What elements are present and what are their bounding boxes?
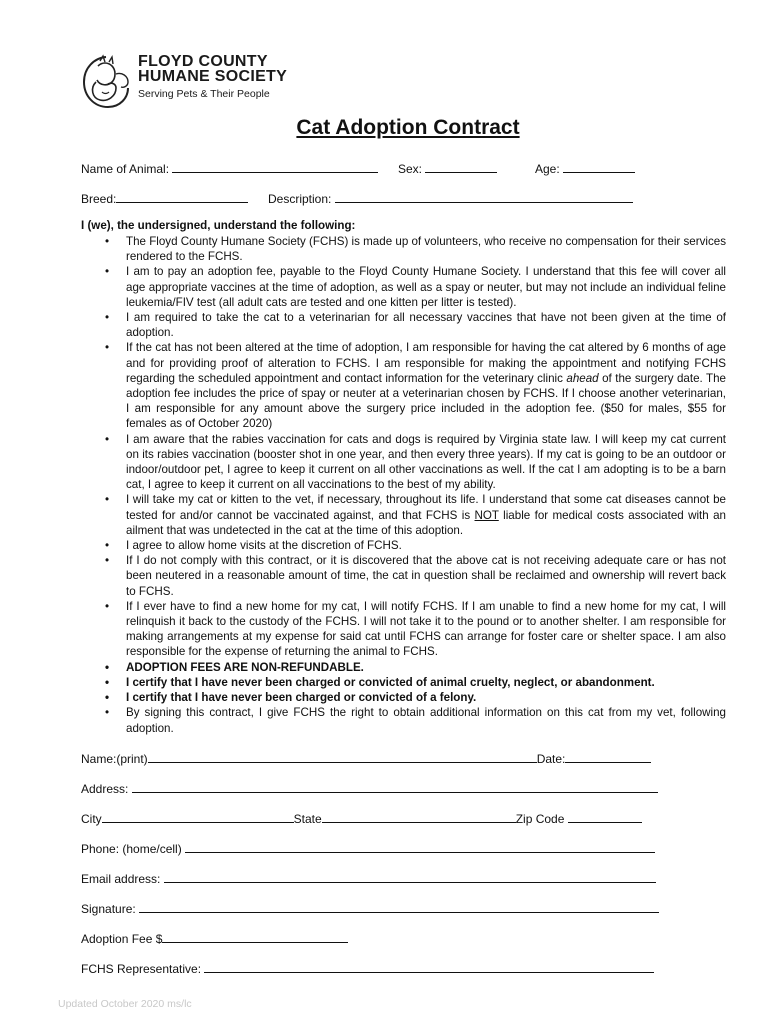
list-item [81, 340, 726, 431]
term-text: If I do not comply with this contract, or it is discovered that the above cat is not receiving adequate care or has not been neutered in a reasonable amount of time, the cat in question shall be reclaimed and ownership will revert back to FCHS. [126, 554, 726, 598]
list-item [81, 690, 726, 705]
email-field[interactable] [164, 870, 656, 883]
term-text: I agree to allow home visits at the discretion of FCHS. [126, 539, 402, 553]
description-row [268, 190, 633, 206]
list-item [81, 310, 726, 340]
cat-dog-logo-icon [76, 52, 136, 112]
animal-name-field[interactable] [172, 160, 378, 173]
org-name-line2: HUMANE SOCIETY [138, 68, 288, 85]
address-field[interactable] [132, 780, 658, 793]
adoption-fee-field[interactable] [162, 930, 348, 943]
org-logo [76, 52, 306, 112]
signature-row [81, 900, 659, 916]
age-row [535, 160, 635, 176]
phone-field[interactable] [185, 840, 655, 853]
city-label: City [81, 812, 102, 826]
term-text: By signing this contract, I give FCHS the right to obtain additional information on this cat from my vet, following adoption. [126, 706, 726, 735]
address-label: Address: [81, 782, 129, 796]
term-text: ADOPTION FEES ARE NON-REFUNDABLE. [126, 660, 364, 674]
state-field[interactable] [322, 810, 516, 823]
term-text: I certify that I have never been charged or convicted of animal cruelty, neglect, or abandonment. [126, 675, 655, 689]
animal-name-row [81, 160, 378, 176]
terms-list [81, 234, 726, 736]
age-field[interactable] [563, 160, 635, 173]
phone-row [81, 840, 655, 856]
representative-label: FCHS Representative: [81, 962, 202, 976]
page-title: Cat Adoption Contract [296, 116, 520, 139]
term-text: liable for medical costs associated with an ailment that was undetected in the cat at the time of this adoption. [126, 508, 726, 537]
org-name-line1: FLOYD COUNTY [138, 53, 268, 70]
representative-row [81, 960, 654, 976]
list-item [81, 553, 726, 599]
breed-row [81, 190, 248, 206]
intro-statement: I (we), the undersigned, understand the following: [81, 219, 356, 232]
breed-field[interactable] [116, 190, 248, 203]
list-item [81, 538, 726, 553]
sex-label: Sex: [398, 162, 423, 176]
term-text: I am to pay an adoption fee, payable to the Floyd County Humane Society. I understand that this fee will cover all age appropriate vaccines at the time of adoption, as well as a spay or neuter, but may not include an individual feline leukemia/FIV test (all adult cats are tested and one kitten per litter is tested). [126, 265, 726, 309]
org-name [138, 54, 287, 84]
age-label: Age: [535, 162, 560, 176]
adoption-fee-label: Adoption Fee $ [81, 932, 163, 946]
list-item [81, 705, 726, 735]
print-name-label: Name:(print) [81, 752, 148, 766]
animal-name-label: Name of Animal: [81, 162, 170, 176]
signature-field[interactable] [139, 900, 659, 913]
address-row [81, 780, 658, 796]
term-text: I certify that I have never been charged or convicted of a felony. [126, 691, 477, 705]
term-text: I am aware that the rabies vaccination for cats and dogs is required by Virginia state law. I will keep my cat current on its rabies vaccination (booster shot in one year, and then every three years). If my cat is going to be an outdoor or indoor/outdoor pet, I agree to keep it current on all other vaccinations as well. If the cat I am adopting is to be a barn cat, I agree to keep it current on all vaccinations to the best of my ability. [126, 432, 726, 492]
sex-field[interactable] [425, 160, 497, 173]
list-item [81, 599, 726, 660]
print-name-field[interactable] [148, 750, 537, 763]
print-name-row [81, 750, 651, 766]
email-label: Email address: [81, 872, 161, 886]
term-text: of the surgery date. The adoption fee includes the price of spay or neuter at a veterinarian chosen by FCHS. If I choose another veterinarian, I am responsible for any amount above the surgery price included in the adoption fee. ($50 for males, $55 for females as of October 2020) [126, 371, 726, 431]
description-field[interactable] [335, 190, 633, 203]
date-field[interactable] [565, 750, 651, 763]
city-state-zip-row [81, 810, 642, 826]
term-emphasis: ahead [566, 371, 599, 385]
term-text: If the cat has not been altered at the time of adoption, I am responsible for having the cat altered by 6 months of age and for providing proof of alteration to FCHS. I am responsible for making the appointment and notifying FCHS regarding the scheduled appointment and contact information for the veterinary clinic [126, 341, 726, 385]
term-text: I am required to take the cat to a veterinarian for all necessary vaccines that have not been given at the time of adoption. [126, 311, 726, 340]
zip-label: Zip Code [515, 812, 565, 826]
city-field[interactable] [102, 810, 294, 823]
term-text: The Floyd County Humane Society (FCHS) is made up of volunteers, who receive no compensation for their services rendered to the FCHS. [126, 235, 726, 264]
adoption-fee-row [81, 930, 348, 946]
signature-label: Signature: [81, 902, 136, 916]
term-emphasis: NOT [474, 508, 499, 522]
org-tagline: Serving Pets & Their People [138, 88, 270, 100]
list-item [81, 660, 726, 675]
description-label: Description: [268, 192, 332, 206]
list-item [81, 492, 726, 538]
breed-label: Breed: [81, 192, 117, 206]
email-row [81, 870, 656, 886]
phone-label: Phone: (home/cell) [81, 842, 182, 856]
sex-row [398, 160, 497, 176]
term-text: I will take my cat or kitten to the vet, if necessary, throughout its life. I understand that some cat diseases cannot be tested for and/or cannot be vaccinated against, and that FCHS is [126, 493, 726, 522]
list-item [81, 264, 726, 310]
state-label: State [293, 812, 322, 826]
list-item [81, 432, 726, 493]
list-item [81, 675, 726, 690]
list-item [81, 234, 726, 264]
zip-field[interactable] [568, 810, 642, 823]
date-label: Date: [536, 752, 566, 766]
term-text: If I ever have to find a new home for my cat, I will notify FCHS. If I am unable to find a new home for my cat, I will relinquish it back to the custody of the FCHS. I will not take it to the pound or to another shelter. I am responsible for making arrangements at my expense for said cat until FCHS can arrange for foster care or shelter space. I am also responsible for the expense of returning the animal to FCHS. [126, 599, 726, 659]
footer-note: Updated October 2020 ms/lc [58, 998, 192, 1010]
representative-field[interactable] [204, 960, 654, 973]
